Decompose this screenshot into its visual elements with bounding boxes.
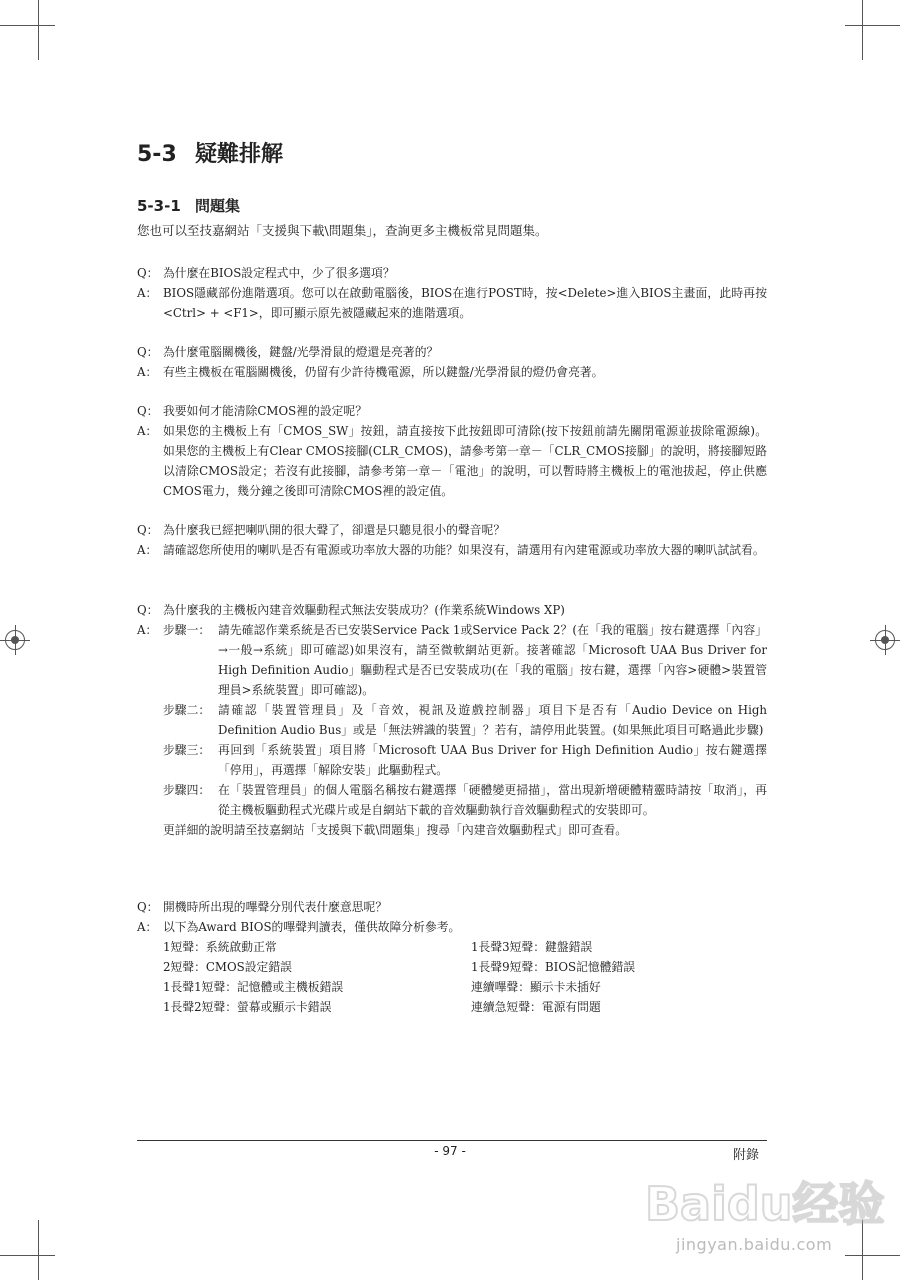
section-heading	[137, 137, 283, 168]
answer-label: A：	[137, 623, 158, 637]
crop-mark	[38, 1220, 39, 1280]
registration-mark-icon	[5, 630, 25, 650]
subsection-heading	[137, 195, 240, 216]
beep-code: 連續急短聲：電源有問題	[471, 1000, 601, 1014]
qa-item	[137, 342, 767, 382]
answer-steps	[163, 620, 767, 840]
step-text: 在「裝置管理員」的個人電腦名稱按右鍵選擇「硬體變更掃描」，當出現新增硬體精靈時請按「取消」，再從主機板驅動程式光碟片或是自網站下載的音效驅動執行音效驅動程式的安裝即可。	[218, 783, 767, 817]
step-text: 請確認「裝置管理員」及「音效，視訊及遊戲控制器」項目下是否有「Audio Device on High Definition Audio Bus」或是「無法辨識的裝置」？若有，請停用此裝置。(如果無此項目可略過此步驟)	[218, 703, 767, 737]
question-label: Q：	[137, 523, 159, 537]
beep-code: 1長聲3短聲：鍵盤錯誤	[471, 940, 593, 954]
answer-label: A：	[137, 920, 158, 934]
step-item	[163, 700, 767, 740]
answer-text: BIOS隱藏部份進階選項。您可以在啟動電腦後，BIOS在進行POST時，按<Delete>進入BIOS主畫面，此時再按<Ctrl> + <F1>，即可顯示原先被隱藏起來的進階選項。	[163, 286, 767, 320]
qa-item	[137, 600, 767, 840]
crop-mark	[0, 1255, 55, 1256]
question-text: 為什麼電腦關機後，鍵盤/光學滑鼠的燈還是亮著的？	[163, 345, 439, 359]
step-text: 再回到「系統裝置」項目將「Microsoft UAA Bus Driver for High Definition Audio」按右鍵選擇「停用」，再選擇「解除安裝」此驅動程式。	[218, 743, 767, 777]
section-number: 5-3	[137, 142, 177, 167]
answer-label: A：	[137, 365, 158, 379]
question-text: 為什麼我的主機板內建音效驅動程式無法安裝成功？(作業系統Windows XP)	[163, 603, 565, 617]
step-item	[163, 620, 767, 700]
beep-code: 連續嗶聲：顯示卡未插好	[471, 980, 601, 994]
step-label: 步驟三：	[163, 743, 211, 757]
question-label: Q：	[137, 900, 159, 914]
answer-label: A：	[137, 543, 158, 557]
step-item	[163, 740, 767, 780]
crop-mark	[0, 25, 55, 26]
more-info-text: 更詳細的說明請至技嘉網站「支援與下載\問題集」搜尋「內建音效驅動程式」即可查看。	[163, 823, 628, 837]
page-number: - 97 -	[434, 1144, 466, 1158]
step-label: 步驟二：	[163, 703, 211, 717]
beep-code: 1長聲2短聲：螢幕或顯示卡錯誤	[163, 1000, 332, 1014]
beep-code: 2短聲：CMOS設定錯誤	[163, 960, 292, 974]
beep-code: 1長聲9短聲：BIOS記憶體錯誤	[471, 960, 636, 974]
step-label: 步驟四：	[163, 783, 211, 797]
registration-mark-icon	[875, 630, 895, 650]
question-text: 我要如何才能清除CMOS裡的設定呢？	[163, 404, 368, 418]
answer-text: 請確認您所使用的喇叭是否有電源或功率放大器的功能？如果沒有，請選用有內建電源或功率放大器的喇叭試試看。	[163, 543, 765, 557]
intro-text: 您也可以至技嘉網站「支援與下載\問題集」，查詢更多主機板常見問題集。	[137, 223, 548, 238]
crop-mark	[845, 25, 900, 26]
question-label: Q：	[137, 603, 159, 617]
question-label: Q：	[137, 404, 159, 418]
question-text: 為什麼在BIOS設定程式中，少了很多選項？	[163, 266, 395, 280]
answer-label: A：	[137, 424, 158, 438]
answer-text: 如果您的主機板上有「CMOS_SW」按鈕，請直接按下此按鈕即可清除(按下按鈕前請先關閉電源並拔除電源線)。如果您的主機板上有Clear CMOS接腳(CLR_CMOS)，請參考第一章－「CLR_CMOS接腳」的說明，將接腳短路以清除CMOS設定；若沒有此接腳，請參考第一章－「電池」的說明，可以暫時將主機板上的電池拔起，停止供應CMOS電力，幾分鐘之後即可清除CMOS裡的設定值。	[163, 424, 767, 498]
beep-code-table	[163, 937, 767, 1017]
step-text: 請先確認作業系統是否已安裝Service Pack 1或Service Pack 2？(在「我的電腦」按右鍵選擇「內容」→一般→系統」即可確認)如果沒有，請至微軟網站更新。接著確認「Microsoft UAA Bus Driver for High Definition Audio」驅動程式是否已安裝成功(在「我的電腦」按右鍵，選擇「內容>硬體>裝置管理員>系統裝置」即可確認)。	[218, 623, 767, 697]
qa-item	[137, 401, 767, 501]
question-label: Q：	[137, 266, 159, 280]
crop-mark	[862, 0, 863, 60]
answer-text: 以下為Award BIOS的嗶聲判讀表，僅供故障分析參考。	[163, 920, 461, 934]
answer-text: 有些主機板在電腦關機後，仍留有少許待機電源，所以鍵盤/光學滑鼠的燈仍會亮著。	[163, 365, 604, 379]
question-text: 為什麼我已經把喇叭開的很大聲了，卻還是只聽見很小的聲音呢？	[163, 523, 506, 537]
section-title: 疑難排解	[195, 142, 284, 167]
beep-code: 1短聲：系統啟動正常	[163, 940, 277, 954]
qa-item	[137, 897, 767, 1017]
crop-mark	[38, 0, 39, 60]
footer-rule	[137, 1140, 767, 1141]
qa-item	[137, 520, 767, 560]
subsection-title: 問題集	[195, 197, 241, 215]
appendix-label: 附錄	[733, 1148, 760, 1163]
beep-code: 1長聲1短聲：記憶體或主機板錯誤	[163, 980, 344, 994]
watermark-logo-text: Baidu经验	[645, 1177, 885, 1231]
subsection-number: 5-3-1	[137, 197, 181, 215]
answer-label: A：	[137, 286, 158, 300]
step-item	[163, 780, 767, 820]
question-label: Q：	[137, 345, 159, 359]
step-label: 步驟一：	[163, 623, 211, 637]
question-text: 開機時所出現的嗶聲分別代表什麼意思呢？	[163, 900, 388, 914]
qa-item	[137, 263, 767, 323]
watermark-url: jingyan.baidu.com	[676, 1235, 833, 1254]
